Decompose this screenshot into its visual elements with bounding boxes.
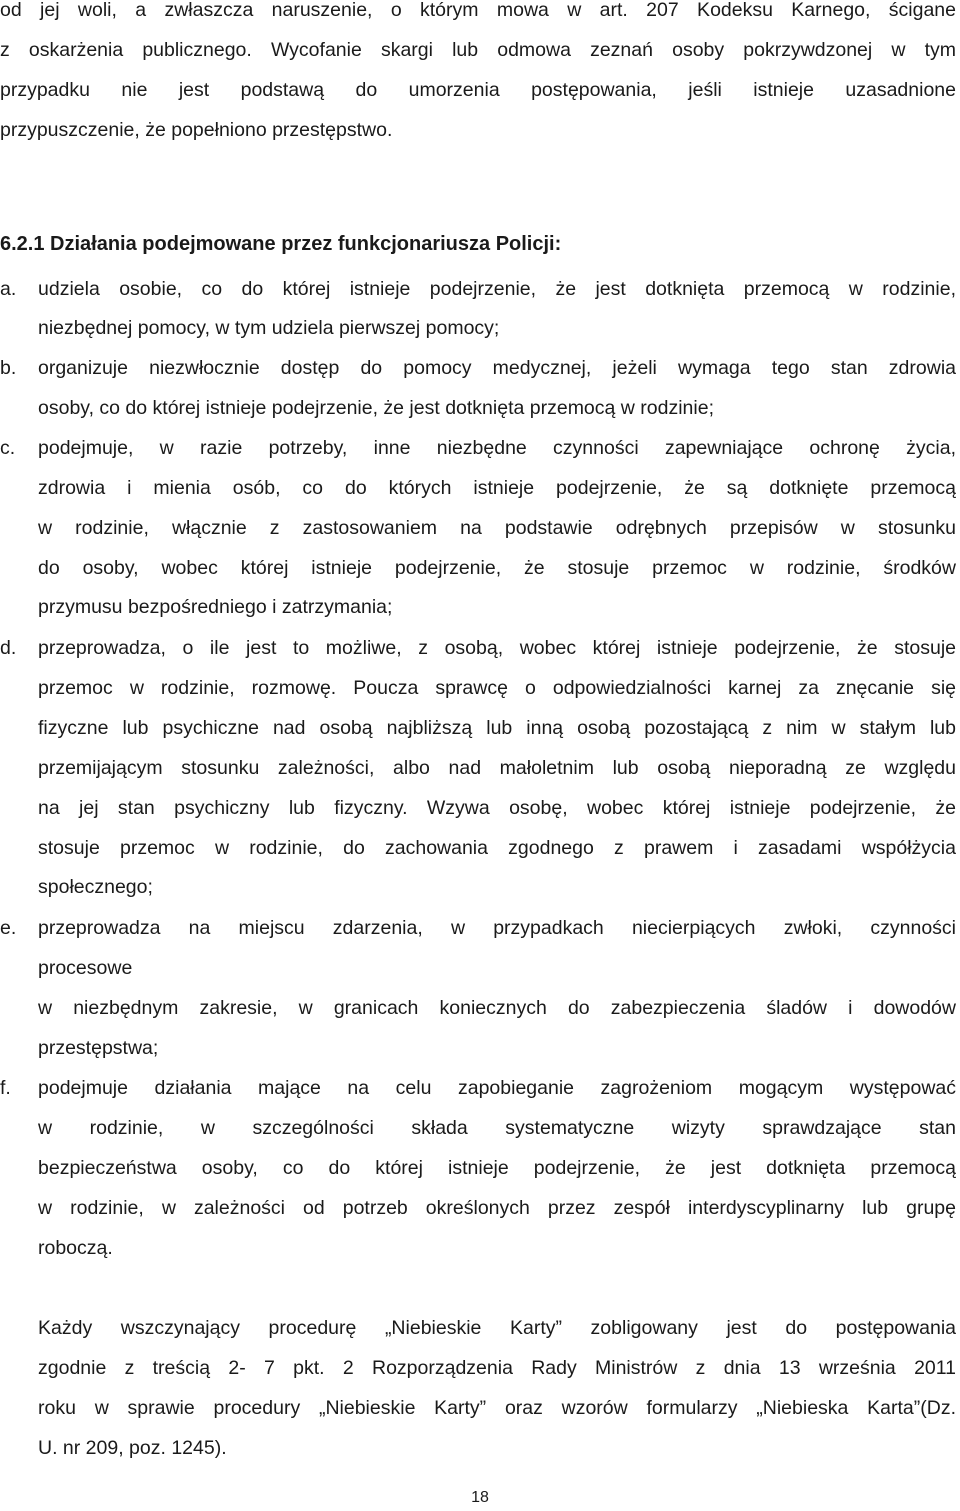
list-marker: a. [0,278,17,300]
list-item-line: na jej stan psychiczny lub fizyczny. Wzywa osobę, wobec której istnieje podejrzenie, że [38,797,956,819]
intro-line: przypadku nie jest podstawą do umorzenia postępowania, jeśli istnieje uzasadnione [0,79,956,101]
list-item-line: przeprowadza na miejscu zdarzenia, w przypadkach niecierpiących zwłoki, czynności [38,917,956,939]
list-item-line: przemijającym stosunku zależności, albo nad małoletnim lub osobą nieporadną ze względu [38,757,956,779]
closing-line: U. nr 209, poz. 1245). [38,1437,227,1459]
intro-line: z oskarżenia publicznego. Wycofanie skargi lub odmowa zeznań osoby pokrzywdzonej w tym [0,39,956,61]
list-item-line: społecznego; [38,876,153,898]
list-item-line: przeprowadza, o ile jest to możliwe, z osobą, wobec której istnieje podejrzenie, że stosuje [38,637,956,659]
section-heading: 6.2.1 Działania podejmowane przez funkcjonariusza Policji: [0,233,562,255]
list-item-line: niezbędnej pomocy, w tym udziela pierwszej pomocy; [38,317,500,339]
page-number: 18 [471,1489,489,1506]
list-marker: b. [0,357,17,379]
list-item-line: w rodzinie, włącznie z zastosowaniem na podstawie odrębnych przepisów w stosunku [38,517,956,539]
closing-line: Każdy wszczynający procedurę „Niebieskie Karty” zobligowany jest do postępowania [38,1317,956,1339]
list-marker: f. [0,1077,11,1099]
list-item-line: w rodzinie, w zależności od potrzeb określonych przez zespół interdyscyplinarny lub grupę [38,1197,956,1219]
list-item-line: roboczą. [38,1237,113,1259]
closing-line: roku w sprawie procedury „Niebieskie Karty” oraz wzorów formularzy „Niebieska Karta”(Dz. [38,1397,956,1419]
list-item-line: osoby, co do której istnieje podejrzenie, że jest dotknięta przemocą w rodzinie; [38,397,714,419]
list-item-line: w niezbędnym zakresie, w granicach koniecznych do zabezpieczenia śladów i dowodów [38,997,956,1019]
list-item-line: bezpieczeństwa osoby, co do której istnieje podejrzenie, że jest dotknięta przemocą [38,1157,956,1179]
list-marker: d. [0,637,17,659]
list-item-line: stosuje przemoc w rodzinie, do zachowania zgodnego z prawem i zasadami współżycia [38,837,956,859]
list-item-line: w rodzinie, w szczególności składa systematyczne wizyty sprawdzające stan [38,1117,956,1139]
list-item-line: zdrowia i mienia osób, co do których istnieje podejrzenie, że są dotknięte przemocą [38,477,956,499]
list-item-line: podejmuje działania mające na celu zapobieganie zagrożeniom mogącym występować [38,1077,956,1099]
list-item-line: przymusu bezpośredniego i zatrzymania; [38,596,393,618]
list-marker: c. [0,437,16,459]
list-item-line: przestępstwa; [38,1037,159,1059]
closing-line: zgodnie z treścią 2- 7 pkt. 2 Rozporządzenia Rady Ministrów z dnia 13 września 2011 [38,1357,956,1379]
intro-line: przypuszczenie, że popełniono przestępstwo. [0,119,393,141]
list-item-line: udziela osobie, co do której istnieje podejrzenie, że jest dotknięta przemocą w rodzinie, [38,278,956,300]
list-item-line: organizuje niezwłocznie dostęp do pomocy medycznej, jeżeli wymaga tego stan zdrowia [38,357,956,379]
list-item-line: procesowe [38,957,133,979]
intro-line: od jej woli, a zwłaszcza naruszenie, o którym mowa w art. 207 Kodeksu Karnego, ścigane [0,0,956,21]
list-item-line: podejmuje, w razie potrzeby, inne niezbędne czynności zapewniające ochronę życia, [38,437,956,459]
list-item-line: przemoc w rodzinie, rozmowę. Poucza sprawcę o odpowiedzialności karnej za znęcanie się [38,677,956,699]
list-marker: e. [0,917,17,939]
list-item-line: fizyczne lub psychiczne nad osobą najbliższą lub inną osobą pozostającą z nim w stałym lub [38,717,956,739]
list-item-line: do osoby, wobec której istnieje podejrzenie, że stosuje przemoc w rodzinie, środków [38,557,956,579]
